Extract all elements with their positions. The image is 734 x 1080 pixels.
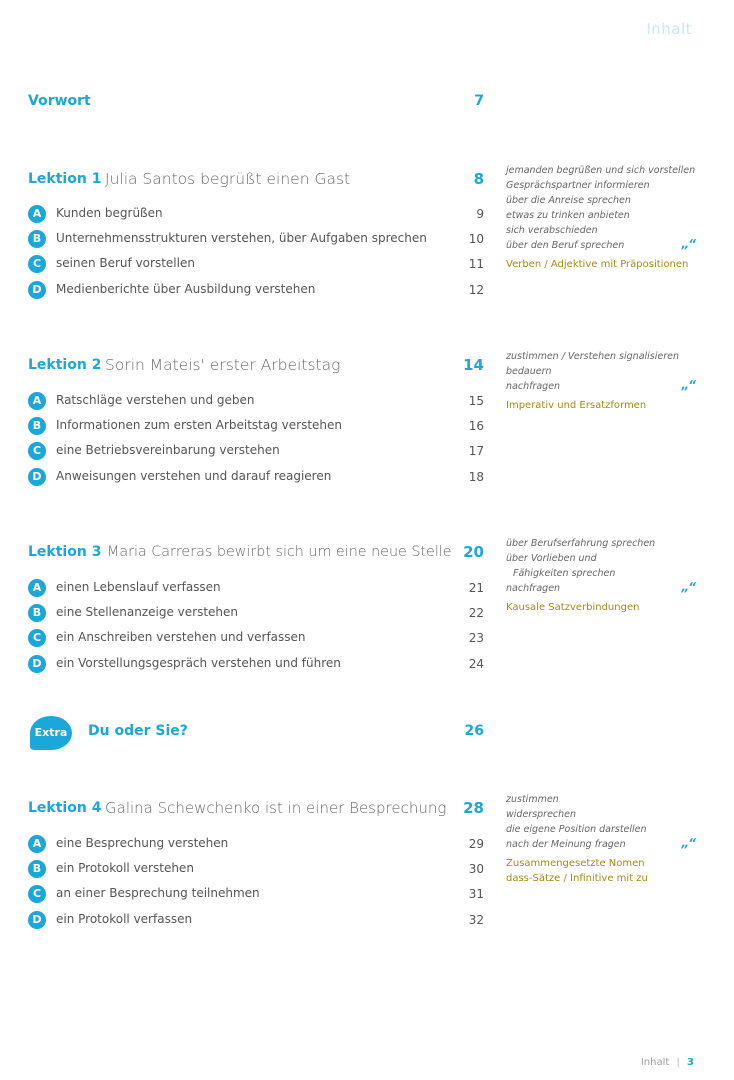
sub-text: seinen Beruf vorstellen (56, 256, 195, 270)
lesson-title: Sorin Mateis' erster Arbeitstag (105, 356, 341, 374)
list-item[interactable] (28, 442, 484, 462)
list-item[interactable] (28, 255, 484, 275)
letter-c-icon: C (28, 885, 46, 903)
sub-page: 12 (468, 283, 484, 297)
sub-page: 30 (468, 862, 484, 876)
lesson-page: 14 (463, 356, 484, 374)
grammar-line: Kausale Satzverbindungen (506, 602, 640, 613)
sub-page: 23 (468, 631, 484, 645)
letter-a-icon: A (28, 579, 46, 597)
goal-line: nach der Meinung fragen „“ (506, 836, 695, 850)
sub-page: 31 (468, 887, 484, 901)
goal-line: Gesprächspartner informieren (506, 180, 650, 191)
lesson-4-row[interactable] (28, 798, 484, 822)
sub-text: Informationen zum ersten Arbeitstag verstehen (56, 418, 343, 432)
sub-text: Unternehmensstrukturen verstehen, über Aufgaben sprechen (56, 231, 427, 245)
letter-b-icon: B (28, 860, 46, 878)
extra-page: 26 (464, 723, 484, 739)
list-item[interactable] (28, 655, 484, 675)
page-number: 3 (687, 1057, 694, 1068)
goal-line: zustimmen (506, 794, 559, 805)
quote-icon: „“ (681, 378, 695, 392)
goal-line: jemanden begrüßen und sich vorstellen (506, 165, 696, 176)
page-header-title: Inhalt (646, 20, 692, 38)
extra-title[interactable]: Du oder Sie? (88, 723, 188, 739)
list-item[interactable] (28, 604, 484, 624)
goal-line: sich verabschieden (506, 225, 598, 236)
sub-text: ein Protokoll verstehen (56, 861, 194, 875)
lesson-page: 8 (473, 170, 484, 188)
list-item[interactable] (28, 281, 484, 301)
list-item[interactable] (28, 629, 484, 649)
grammar-line: Verben / Adjektive mit Präpositionen (506, 259, 689, 270)
lesson-label: Lektion 3 (28, 544, 102, 560)
sub-page: 9 (476, 207, 484, 221)
sub-text: ein Vorstellungsgespräch verstehen und führen (56, 656, 341, 670)
sub-page: 16 (468, 419, 484, 433)
footer-label: Inhalt (640, 1057, 670, 1068)
list-item[interactable] (28, 468, 484, 488)
lesson-title: Galina Schewchenko ist in einer Besprechung (105, 799, 447, 817)
letter-d-icon: D (28, 468, 46, 486)
lesson-label: Lektion 1 (28, 171, 102, 187)
list-item[interactable] (28, 835, 484, 855)
vorwort-label[interactable]: Vorwort (28, 93, 91, 109)
lesson-3-goals (506, 536, 701, 615)
sub-text: eine Besprechung verstehen (56, 836, 229, 850)
list-item[interactable] (28, 579, 484, 599)
goal-line: bedauern (506, 366, 552, 377)
extra-badge: Extra (30, 716, 72, 750)
letter-a-icon: A (28, 835, 46, 853)
goal-line: zustimmen / Verstehen signalisieren (506, 351, 679, 362)
list-item[interactable] (28, 417, 484, 437)
list-item[interactable] (28, 205, 484, 225)
list-item[interactable] (28, 230, 484, 250)
lesson-page: 28 (463, 799, 484, 817)
lesson-title: Maria Carreras bewirbt sich um eine neue Stelle (107, 544, 452, 560)
goal-line: über die Anreise sprechen (506, 195, 631, 206)
letter-a-icon: A (28, 392, 46, 410)
vorwort-page: 7 (474, 93, 484, 109)
sub-text: an einer Besprechung teilnehmen (56, 886, 260, 900)
goal-line: nachfragen „“ (506, 580, 695, 594)
sub-page: 17 (468, 444, 484, 458)
page-footer (641, 1057, 694, 1068)
goal-line: etwas zu trinken anbieten (506, 210, 630, 221)
list-item[interactable] (28, 860, 484, 880)
goal-line: widersprechen (506, 809, 577, 820)
sub-text: ein Protokoll verfassen (56, 912, 193, 926)
sub-page: 15 (468, 394, 484, 408)
letter-c-icon: C (28, 255, 46, 273)
lesson-label: Lektion 2 (28, 357, 102, 373)
sub-page: 10 (468, 232, 484, 246)
goal-line: Fähigkeiten sprechen (513, 568, 616, 579)
goal-line: über Vorlieben und (506, 553, 597, 564)
sub-text: Medienberichte über Ausbildung verstehen (56, 282, 316, 296)
grammar-line: dass-Sätze / Infinitive mit zu (506, 873, 648, 884)
quote-icon: „“ (681, 237, 695, 251)
sub-text: eine Stellenanzeige verstehen (56, 605, 239, 619)
lesson-2-row[interactable] (28, 355, 484, 379)
quote-icon: „“ (681, 836, 695, 850)
sub-page: 18 (468, 470, 484, 484)
sub-text: Ratschläge verstehen und geben (56, 393, 255, 407)
letter-d-icon: D (28, 281, 46, 299)
lesson-1-row[interactable] (28, 169, 484, 193)
sub-text: Anweisungen verstehen und darauf reagieren (56, 469, 332, 483)
letter-c-icon: C (28, 442, 46, 460)
goal-line: die eigene Position darstellen (506, 824, 647, 835)
letter-a-icon: A (28, 205, 46, 223)
grammar-line: Zusammengesetzte Nomen (506, 858, 645, 869)
list-item[interactable] (28, 911, 484, 931)
letter-b-icon: B (28, 604, 46, 622)
sub-text: Kunden begrüßen (56, 206, 163, 220)
sub-text: eine Betriebsvereinbarung verstehen (56, 443, 280, 457)
lesson-4-goals (506, 792, 701, 886)
sub-page: 24 (468, 657, 484, 671)
sub-page: 29 (468, 837, 484, 851)
sub-page: 11 (468, 257, 484, 271)
lesson-3-row[interactable] (28, 542, 484, 566)
letter-b-icon: B (28, 230, 46, 248)
sub-page: 32 (468, 913, 484, 927)
goal-line: über den Beruf sprechen „“ (506, 237, 695, 251)
list-item[interactable] (28, 392, 484, 412)
sub-text: ein Anschreiben verstehen und verfassen (56, 630, 306, 644)
sub-text: einen Lebenslauf verfassen (56, 580, 221, 594)
letter-c-icon: C (28, 629, 46, 647)
lesson-2-goals (506, 349, 701, 413)
footer-separator: | (676, 1057, 680, 1068)
letter-d-icon: D (28, 911, 46, 929)
letter-b-icon: B (28, 417, 46, 435)
quote-icon: „“ (681, 580, 695, 594)
lesson-title: Julia Santos begrüßt einen Gast (105, 170, 351, 188)
goal-line: nachfragen „“ (506, 378, 695, 392)
goal-line: über Berufserfahrung sprechen (506, 538, 656, 549)
list-item[interactable] (28, 885, 484, 905)
lesson-1-goals (506, 163, 701, 272)
lesson-page: 20 (463, 543, 484, 561)
grammar-line: Imperativ und Ersatzformen (506, 400, 647, 411)
sub-page: 21 (468, 581, 484, 595)
letter-d-icon: D (28, 655, 46, 673)
sub-page: 22 (468, 606, 484, 620)
lesson-label: Lektion 4 (28, 800, 102, 816)
